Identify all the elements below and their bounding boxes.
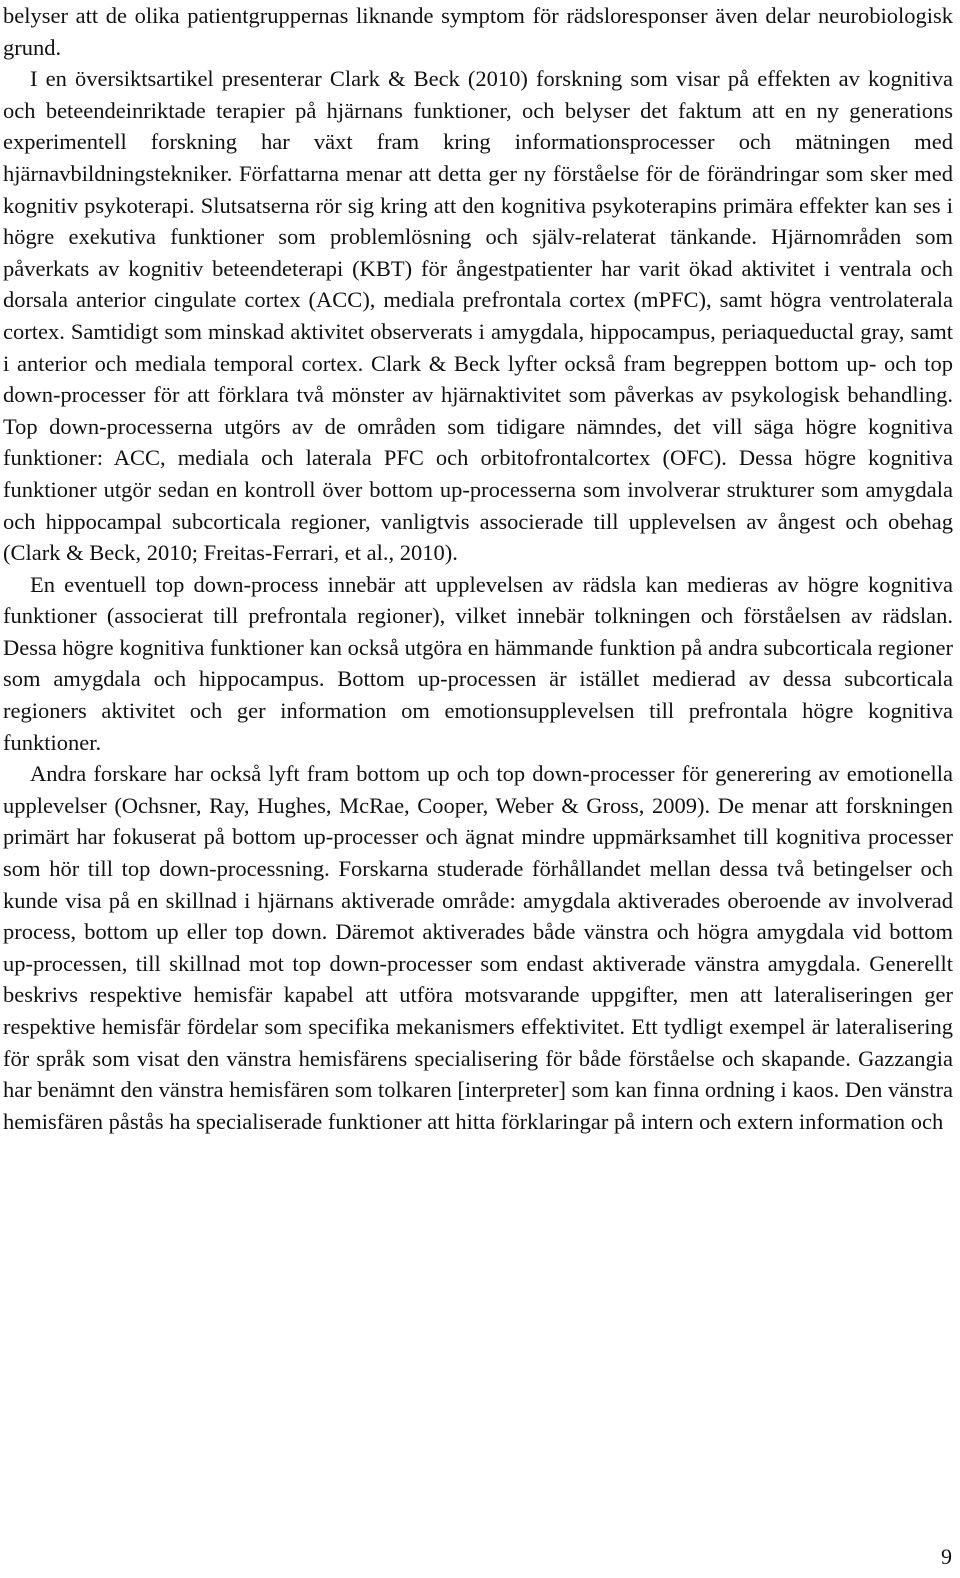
paragraph-3: En eventuell top down-process innebär att upplevelsen av rädsla kan medieras av högre kognitiva funktioner (associerat till prefrontala regioner), vilket innebär tolkningen och förståelsen av rädslan. Dessa högre kognitiva funktioner kan också utgöra en hämmande funktion på andra subcorticala regioner som amygdala och hippocampus. Bottom up-processen är istället medierad av dessa subcorticala regioners aktivitet och ger information om emotionsupplevelsen till prefrontala högre kognitiva funktioner. (3, 571, 953, 755)
document-page (3, 0, 953, 1137)
paragraph-4: Andra forskare har också lyft fram bottom up och top down-processer för generering av emotionella upplevelser (Ochsner, Ray, Hughes, McRae, Cooper, Weber & Gross, 2009). De menar att forskningen primärt har fokuserat på bottom up-processer och ägnat mindre uppmärksamhet till kognitiva processer som hör till top down-processning. Forskarna studerade förhållandet mellan dessa två betingelser och kunde visa på en skillnad i hjärnans aktiverade område: amygdala aktiverades oberoende av involverad process, bottom up eller top down. Däremot aktiverades både vänstra och högra amygdala vid bottom up-processen, till skillnad mot top down-processer som endast aktiverade vänstra amygdala. Generellt beskrivs respektive hemisfär kapabel att utföra motsvarande uppgifter, men att lateraliseringen ger respektive hemisfär fördelar som specifika mekanismers effektivitet. Ett tydligt exempel är lateralisering för språk som visat den vänstra hemisfärens specialisering för både förståelse och skapande. Gazzangia har benämnt den vänstra hemisfären som tolkaren [interpreter] som kan finna ordning i kaos. Den vänstra hemisfären påstås ha specialiserade funktioner att hitta förklaringar på intern och extern information och (3, 761, 953, 1134)
paragraph-1: belyser att de olika patientgruppernas liknande symptom för rädsloresponser även delar neurobiologisk grund. (3, 3, 953, 60)
paragraph-2: I en översiktsartikel presenterar Clark & Beck (2010) forskning som visar på effekten av kognitiva och beteendeinriktade terapier på hjärnans funktioner, och belyser det faktum att en ny generations experimentell forskning har växt fram kring informationsprocesser och mätningen med hjärnavbildningstekniker. Författarna menar att detta ger ny förståelse för de förändringar som sker med kognitiv psykoterapi. Slutsatserna rör sig kring att den kognitiva psykoterapins primära effekter kan ses i högre exekutiva funktioner som problemlösning och själv-relaterat tänkande. Hjärnområden som påverkats av kognitiv beteendeterapi (KBT) för ångestpatienter har varit ökad aktivitet i ventrala och dorsala anterior cingulate cortex (ACC), mediala prefrontala cortex (mPFC), samt högra ventrolaterala cortex. Samtidigt som minskad aktivitet observerats i amygdala, hippocampus, periaqueductal gray, samt i anterior och mediala temporal cortex. Clark & Beck lyfter också fram begreppen bottom up- och top down-processer för att förklara två mönster av hjärnaktivitet som påverkas av psykologisk behandling. Top down-processerna utgörs av de områden som tidigare nämndes, det vill säga högre kognitiva funktioner: ACC, mediala och laterala PFC och orbitofrontalcortex (OFC). Dessa högre kognitiva funktioner utgör sedan en kontroll över bottom up-processerna som involverar strukturer som amygdala och hippocampal subcorticala regioner, vanligtvis associerade till upplevelsen av ångest och obehag (Clark & Beck, 2010; Freitas-Ferrari, et al., 2010). (3, 66, 953, 566)
page-number: 9 (941, 1544, 952, 1569)
